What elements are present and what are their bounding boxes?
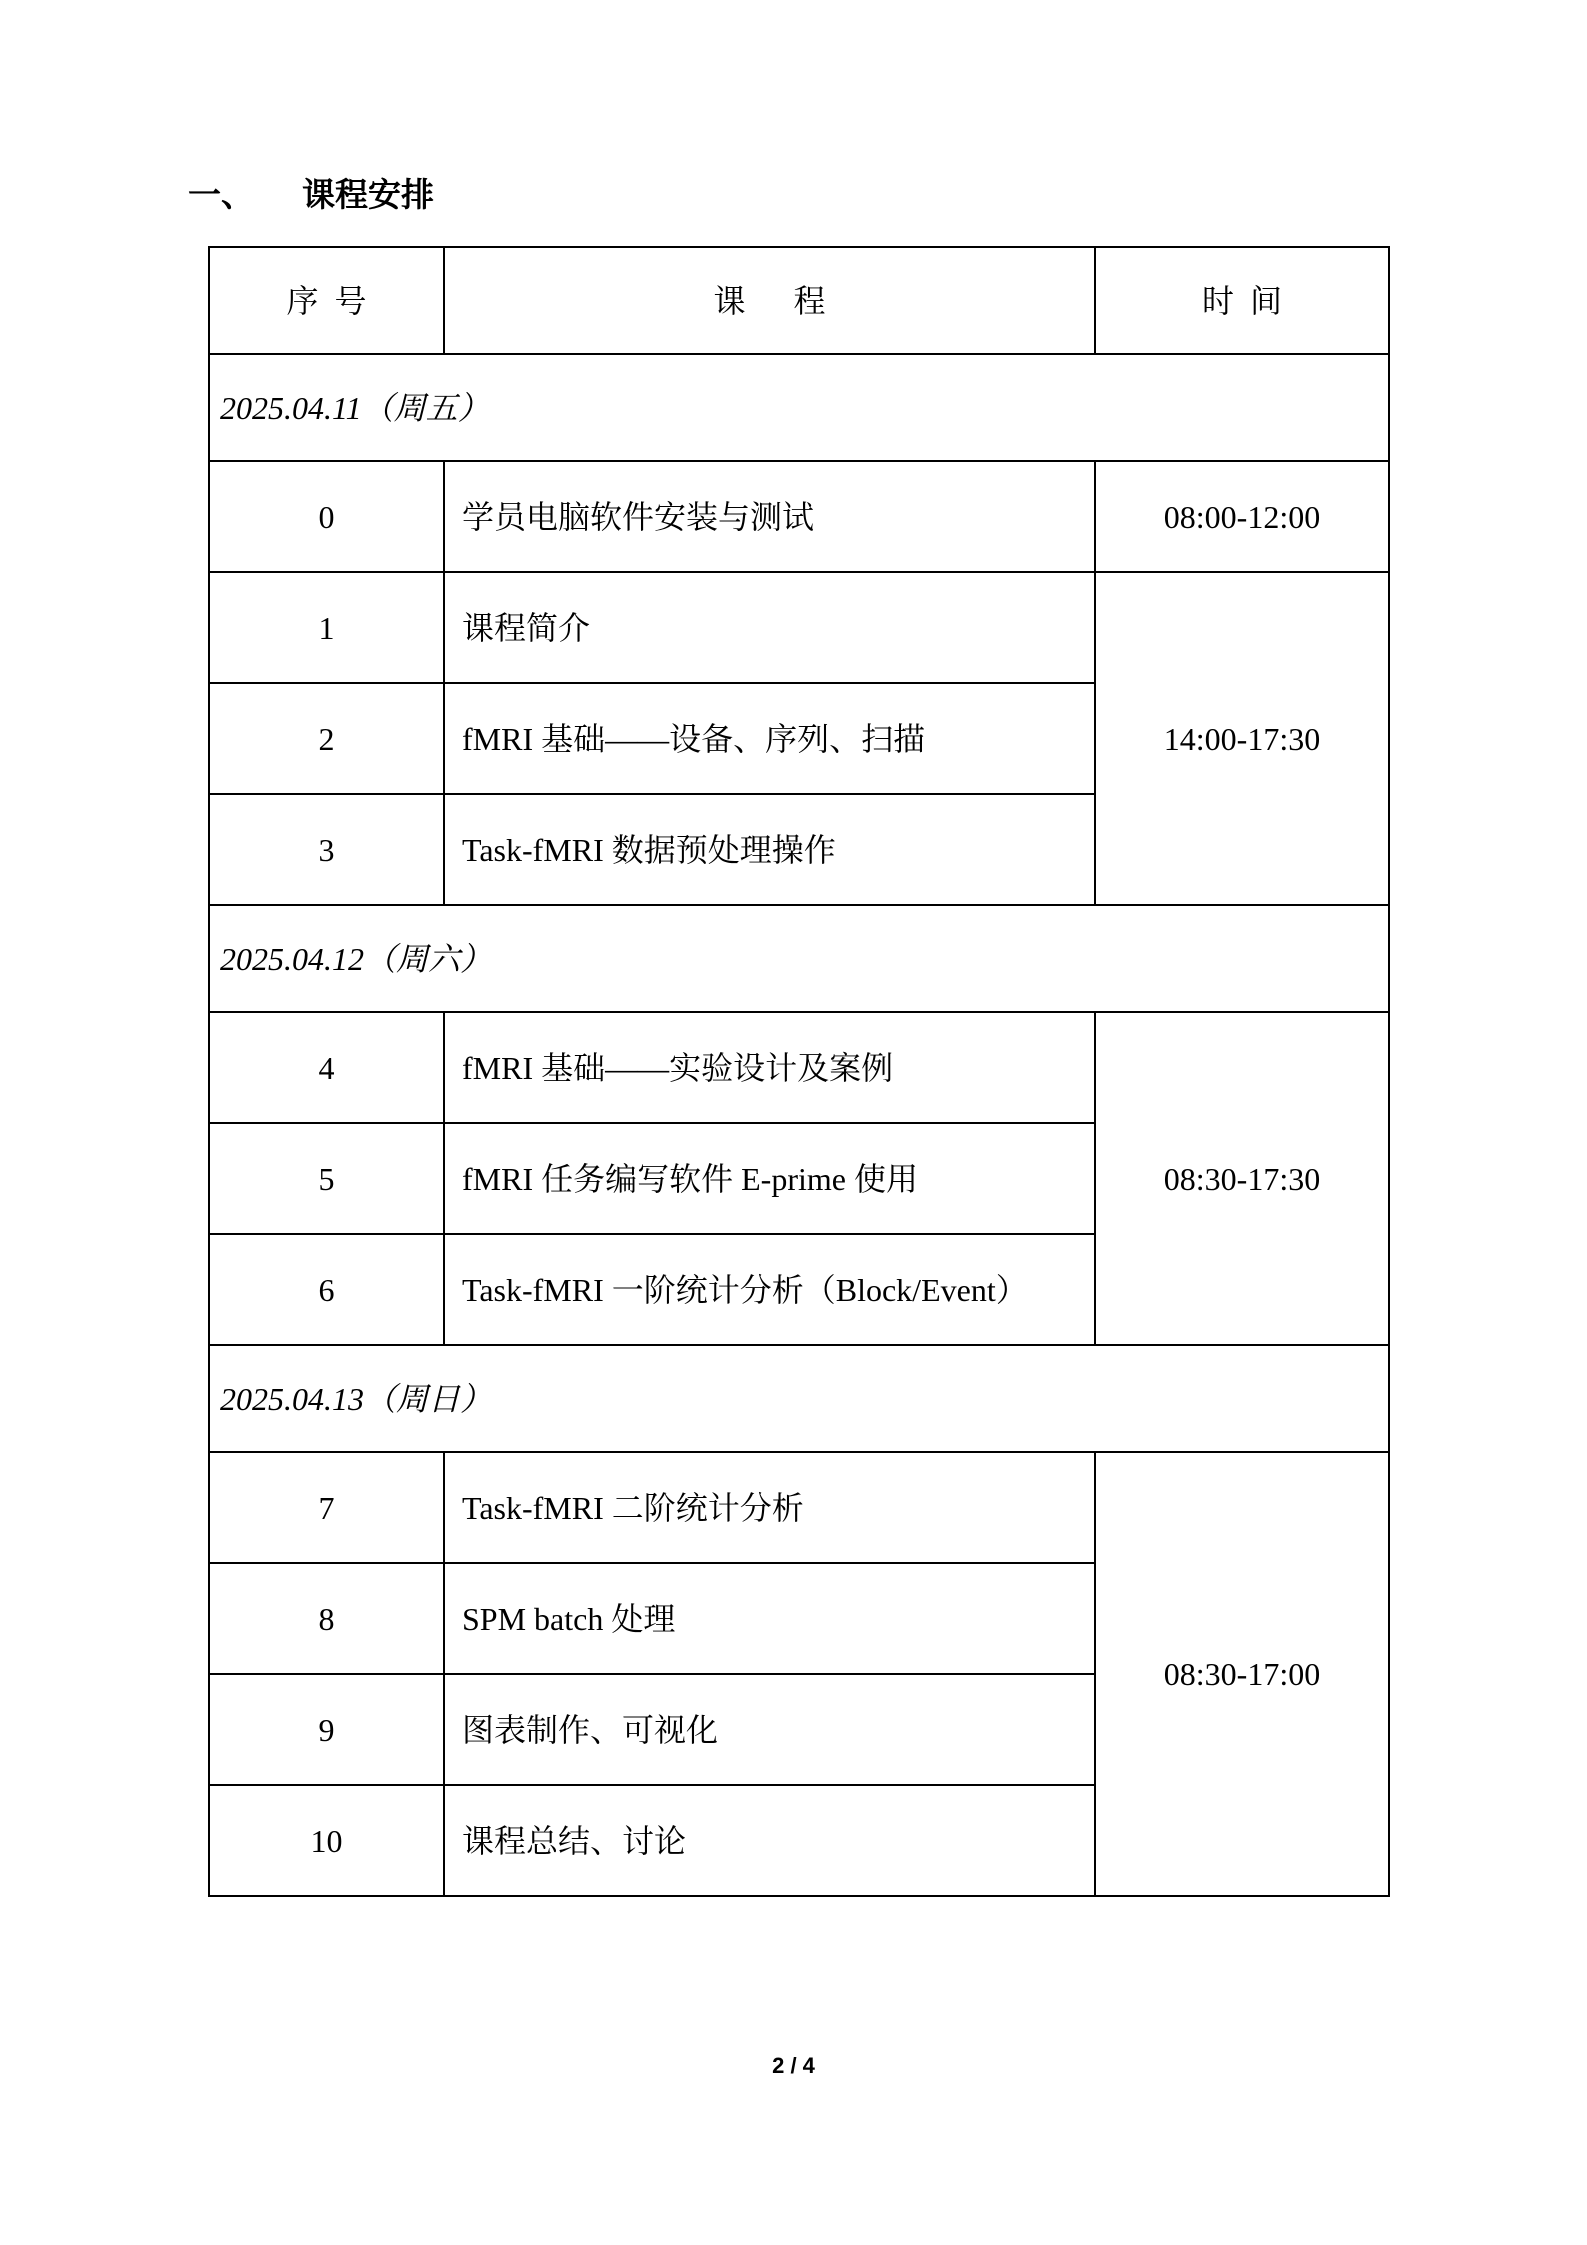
index-cell: 7 — [209, 1452, 444, 1563]
header-time-cell: 时 间 — [1095, 247, 1389, 354]
course-cell: fMRI 任务编写软件 E-prime 使用 — [444, 1123, 1095, 1234]
course-cell: 课程简介 — [444, 572, 1095, 683]
index-cell: 5 — [209, 1123, 444, 1234]
index-cell: 2 — [209, 683, 444, 794]
header-course-cell: 课 程 — [444, 247, 1095, 354]
course-cell: Task-fMRI 数据预处理操作 — [444, 794, 1095, 905]
time-cell: 08:30-17:30 — [1095, 1012, 1389, 1345]
date-cell: 2025.04.12（周六） — [209, 905, 1389, 1012]
date-cell: 2025.04.11（周五） — [209, 354, 1389, 461]
header-index-cell: 序 号 — [209, 247, 444, 354]
course-row — [209, 1452, 1389, 1563]
course-row — [209, 572, 1389, 683]
date-row-day3 — [209, 1345, 1389, 1452]
course-cell: Task-fMRI 二阶统计分析 — [444, 1452, 1095, 1563]
index-cell: 6 — [209, 1234, 444, 1345]
time-cell: 08:30-17:00 — [1095, 1452, 1389, 1896]
heading-title: 课程安排 — [302, 178, 434, 214]
course-cell: fMRI 基础——实验设计及案例 — [444, 1012, 1095, 1123]
time-cell: 08:00-12:00 — [1095, 461, 1389, 572]
index-cell: 0 — [209, 461, 444, 572]
index-cell: 8 — [209, 1563, 444, 1674]
course-row — [209, 461, 1389, 572]
index-cell: 1 — [209, 572, 444, 683]
index-cell: 9 — [209, 1674, 444, 1785]
time-cell: 14:00-17:30 — [1095, 572, 1389, 905]
index-cell: 3 — [209, 794, 444, 905]
heading-number: 一、 — [188, 178, 254, 214]
course-cell: 图表制作、可视化 — [444, 1674, 1095, 1785]
course-row — [209, 1012, 1389, 1123]
course-cell: 学员电脑软件安装与测试 — [444, 461, 1095, 572]
page-number: 2 / 4 — [772, 2053, 815, 2078]
date-cell: 2025.04.13（周日） — [209, 1345, 1389, 1452]
date-row-day1 — [209, 354, 1389, 461]
course-cell: SPM batch 处理 — [444, 1563, 1095, 1674]
date-row-day2 — [209, 905, 1389, 1012]
section-heading — [188, 176, 434, 216]
index-cell: 4 — [209, 1012, 444, 1123]
course-schedule-table — [208, 246, 1390, 1897]
course-cell: Task-fMRI 一阶统计分析（Block/Event） — [444, 1234, 1095, 1345]
table-header-row — [209, 247, 1389, 354]
course-cell: fMRI 基础——设备、序列、扫描 — [444, 683, 1095, 794]
index-cell: 10 — [209, 1785, 444, 1896]
course-cell: 课程总结、讨论 — [444, 1785, 1095, 1896]
